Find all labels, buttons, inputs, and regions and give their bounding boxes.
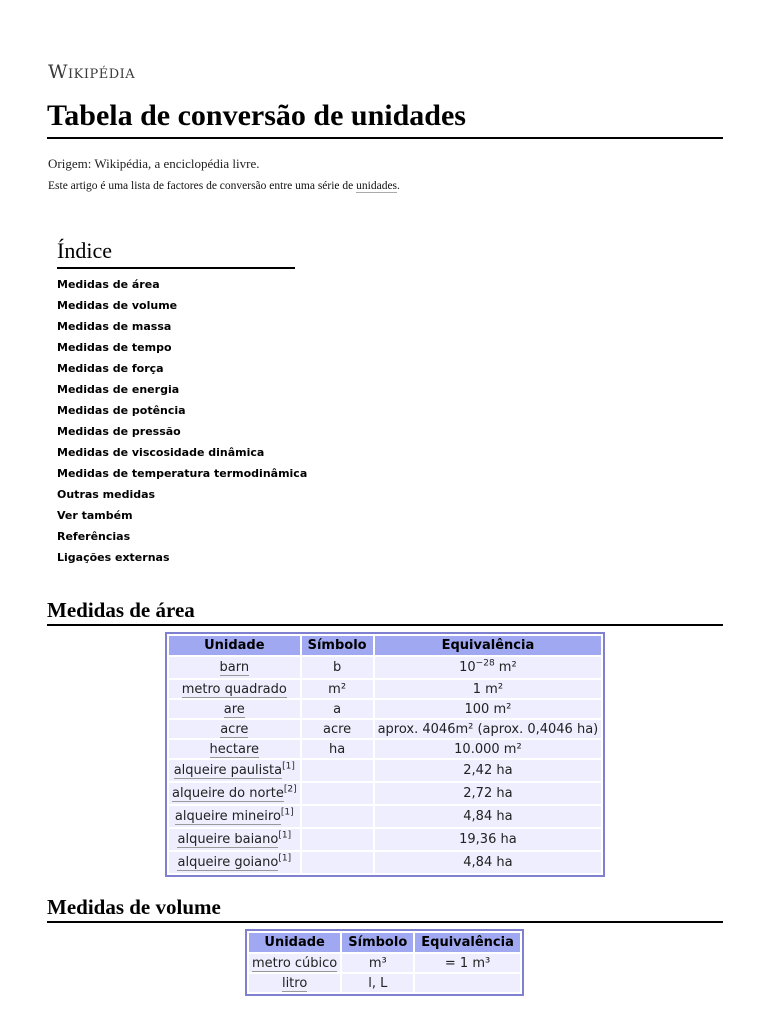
unit-cell [249, 974, 340, 992]
column-header: Unidade [249, 933, 340, 952]
table-row [249, 954, 520, 972]
table-row [169, 720, 601, 738]
equivalence-cell: 100 m² [375, 700, 602, 718]
toc-item[interactable]: Referências [57, 530, 131, 543]
reference-link[interactable]: [2] [283, 784, 297, 795]
toc-title: Índice [57, 236, 295, 269]
symbol-cell: ha [302, 740, 373, 758]
table-row [169, 806, 601, 827]
reference-link[interactable]: [1] [280, 807, 294, 818]
symbol-cell [302, 760, 373, 781]
equivalence-cell [375, 657, 602, 678]
eq-exponent: −28 [475, 658, 495, 669]
unit-cell [169, 657, 300, 678]
toc-item[interactable]: Medidas de área [57, 278, 160, 291]
table-row [169, 680, 601, 698]
toc-item[interactable]: Medidas de viscosidade dinâmica [57, 446, 265, 459]
column-header: Símbolo [342, 933, 413, 952]
table-row [169, 740, 601, 758]
reference-link[interactable]: [1] [278, 853, 292, 864]
equivalence-cell: 4,84 ha [375, 852, 602, 873]
equivalence-cell: aprox. 4046m² (aprox. 0,4046 ha) [375, 720, 602, 738]
unit-cell [169, 806, 300, 827]
table-row [169, 657, 601, 678]
origin-note: Origem: Wikipédia, a enciclopédia livre. [48, 156, 260, 171]
toc-item[interactable]: Medidas de força [57, 362, 164, 375]
unit-link[interactable]: alqueire goiano [177, 855, 279, 870]
symbol-cell: m² [302, 680, 373, 698]
column-header: Unidade [169, 636, 300, 655]
table-header-row [249, 933, 520, 952]
symbol-cell [302, 829, 373, 850]
unit-link[interactable]: alqueire mineiro [174, 809, 281, 824]
toc-item[interactable]: Medidas de volume [57, 299, 178, 312]
toc-item[interactable]: Medidas de energia [57, 383, 180, 396]
table-row [169, 829, 601, 850]
unit-cell [169, 783, 300, 804]
table-row [169, 760, 601, 781]
equivalence-cell: 2,72 ha [375, 783, 602, 804]
unit-link[interactable]: acre [220, 721, 249, 737]
table-header-row [169, 636, 601, 655]
column-header: Símbolo [302, 636, 373, 655]
unit-link[interactable]: hectare [209, 741, 260, 757]
table-row [169, 852, 601, 873]
toc-item[interactable]: Medidas de tempo [57, 341, 172, 354]
unit-cell [169, 829, 300, 850]
eq-base: 10 [459, 660, 476, 675]
equivalence-cell: 2,42 ha [375, 760, 602, 781]
section-heading-volume: Medidas de volume [47, 893, 723, 923]
unit-cell [169, 852, 300, 873]
symbol-cell [302, 852, 373, 873]
table-row [249, 974, 520, 992]
equivalence-cell: = 1 m³ [415, 954, 520, 972]
unit-link[interactable]: are [223, 701, 245, 717]
unit-cell [169, 680, 300, 698]
toc-item[interactable]: Medidas de potência [57, 404, 186, 417]
unit-cell [169, 700, 300, 718]
symbol-cell [302, 783, 373, 804]
unit-link[interactable]: alqueire do norte [172, 786, 284, 801]
intro-text [48, 180, 400, 192]
toc-item[interactable]: Medidas de pressão [57, 425, 181, 438]
toc-item[interactable]: Medidas de massa [57, 320, 172, 333]
unit-cell [169, 720, 300, 738]
wikipedia-logo[interactable]: Wikipédia [48, 61, 136, 83]
intro-text-end: . [397, 180, 400, 192]
unit-cell [249, 954, 340, 972]
equivalence-cell: 1 m² [375, 680, 602, 698]
section-heading-area: Medidas de área [47, 596, 723, 626]
reference-link[interactable]: [1] [282, 761, 295, 772]
unit-link[interactable]: metro cúbico [252, 955, 338, 971]
column-header: Equivalência [375, 636, 602, 655]
table-of-contents [57, 236, 308, 568]
symbol-cell: a [302, 700, 373, 718]
symbol-cell [302, 806, 373, 827]
equivalence-cell: 4,84 ha [375, 806, 602, 827]
unit-cell [169, 760, 300, 781]
eq-unit: m² [494, 660, 517, 675]
column-header: Equivalência [415, 933, 520, 952]
page-title: Tabela de conversão de unidades [47, 96, 723, 139]
unidades-link[interactable]: unidades [356, 180, 398, 192]
intro-text-body: Este artigo é uma lista de factores de conversão entre uma série de [48, 180, 357, 192]
reference-link[interactable]: [1] [278, 830, 292, 841]
unit-link[interactable]: metro quadrado [181, 681, 287, 697]
table-row [169, 700, 601, 718]
volume-table [245, 929, 524, 996]
toc-item[interactable]: Medidas de temperatura termodinâmica [57, 467, 308, 480]
symbol-cell: acre [302, 720, 373, 738]
table-row [169, 783, 601, 804]
unit-link[interactable]: alqueire paulista [173, 763, 283, 778]
symbol-cell: b [302, 657, 373, 678]
symbol-cell: l, L [342, 974, 413, 992]
unit-link[interactable]: litro [281, 975, 308, 991]
unit-cell [169, 740, 300, 758]
toc-item[interactable]: Outras medidas [57, 488, 156, 501]
toc-item[interactable]: Ligações externas [57, 551, 170, 564]
equivalence-cell: 19,36 ha [375, 829, 602, 850]
area-table [165, 632, 605, 877]
equivalence-cell: 10.000 m² [375, 740, 602, 758]
symbol-cell: m³ [342, 954, 413, 972]
toc-list [57, 274, 308, 568]
unit-link[interactable]: barn [219, 660, 250, 675]
toc-item[interactable]: Ver também [57, 509, 133, 522]
equivalence-cell [415, 974, 520, 992]
unit-link[interactable]: alqueire baiano [177, 832, 279, 847]
